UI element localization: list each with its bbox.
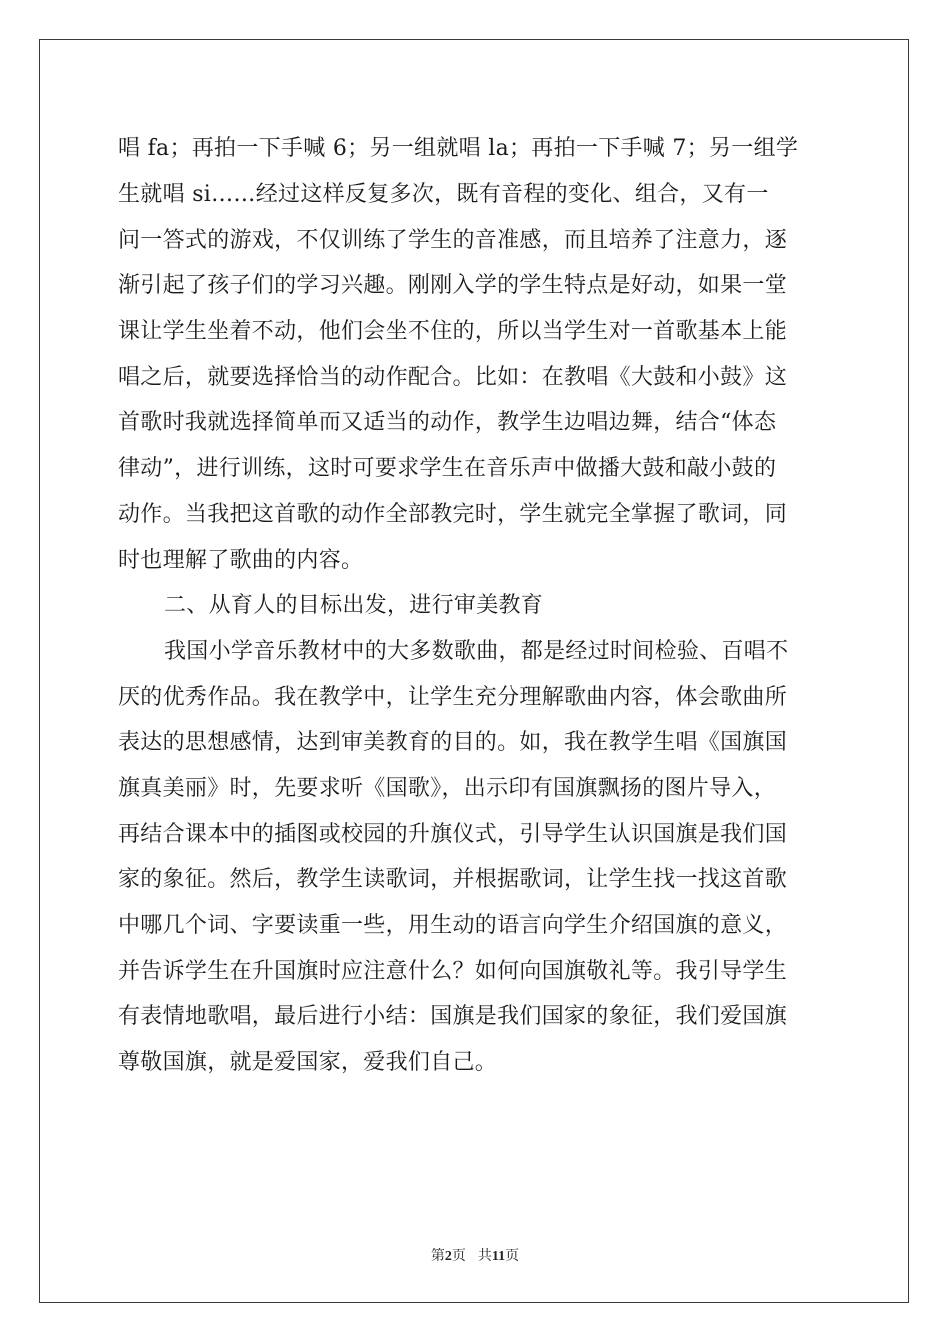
- page-prefix: 第: [430, 1249, 445, 1264]
- text-line: 律动”，进行训练，这时可要求学生在音乐声中做播大鼓和敲小鼓的: [118, 456, 777, 481]
- text-line: 首歌时我就选择简单而又适当的动作，教学生边唱边舞，结合“体态: [118, 410, 777, 435]
- page-suffix: 页: [451, 1249, 466, 1264]
- text-line: 课让学生坐着不动，他们会坐不住的，所以当学生对一首歌基本上能: [118, 319, 788, 344]
- text-line: 表达的思想感情，达到审美教育的目的。如，我在教学生唱《国旗国: [118, 730, 788, 755]
- text-line: 时也理解了歌曲的内容。: [118, 548, 364, 573]
- total-suffix: 页: [505, 1249, 520, 1264]
- text-line: 家的象征。然后，教学生读歌词，并根据歌词，让学生找一找这首歌: [118, 867, 788, 892]
- text-line: 中哪几个词、字要读重一些，用生动的语言向学生介绍国旗的意义，: [118, 913, 788, 938]
- text-line: 唱之后，就要选择恰当的动作配合。比如：在教唱《大鼓和小鼓》这: [118, 365, 788, 390]
- page-footer: [0, 1248, 950, 1266]
- text-line: 问一答式的游戏，不仅训练了学生的音准感，而且培养了注意力，逐: [118, 228, 788, 253]
- total-pages: 11: [491, 1249, 506, 1264]
- text-line: 并告诉学生在升国旗时应注意什么？如何向国旗敬礼等。我引导学生: [118, 959, 788, 984]
- page-number: 2: [444, 1249, 452, 1264]
- section-heading: 二、从育人的目标出发，进行审美教育: [164, 593, 544, 618]
- text-line: 唱 fa；再拍一下手喊 6；另一组就唱 la；再拍一下手喊 7；另一组学: [118, 136, 799, 161]
- text-line: 渐引起了孩子们的学习兴趣。刚刚入学的学生特点是好动，如果一堂: [118, 273, 788, 298]
- text-line: 有表情地歌唱，最后进行小结：国旗是我们国家的象征，我们爱国旗: [118, 1004, 788, 1029]
- text-line: 厌的优秀作品。我在教学中，让学生充分理解歌曲内容，体会歌曲所: [118, 685, 788, 710]
- text-line: 再结合课本中的插图或校园的升旗仪式，引导学生认识国旗是我们国: [118, 822, 788, 847]
- text-line: 动作。当我把这首歌的动作全部教完时，学生就完全掌握了歌词，同: [118, 502, 788, 527]
- text-line: 旗真美丽》时，先要求听《国歌》，出示印有国旗飘扬的图片导入，: [118, 776, 777, 801]
- text-line: 我国小学音乐教材中的大多数歌曲，都是经过时间检验、百唱不: [164, 639, 789, 664]
- text-line: 尊敬国旗，就是爱国家，爱我们自己。: [118, 1050, 498, 1075]
- total-prefix: 共: [477, 1249, 492, 1264]
- text-line: 生就唱 si……经过这样反复多次，既有音程的变化、组合，又有一: [118, 182, 769, 207]
